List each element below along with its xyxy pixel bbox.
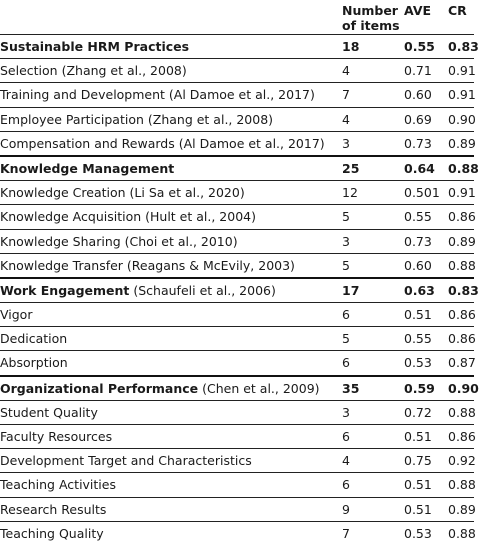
ave-cell: 0.60 <box>404 257 432 273</box>
number-of-items-cell: 3 <box>342 233 350 249</box>
construct-name <box>0 132 325 155</box>
number-of-items-cell: 7 <box>342 525 350 541</box>
table-row <box>0 107 474 131</box>
number-of-items-cell: 5 <box>342 209 350 225</box>
cr-cell: 0.88 <box>448 160 479 176</box>
table-row <box>0 424 474 448</box>
table-row <box>0 521 474 545</box>
table-row <box>0 400 474 424</box>
table-group-row <box>0 34 479 58</box>
ave-cell: 0.51 <box>404 429 432 444</box>
ave-cell: 0.73 <box>404 233 432 249</box>
construct-label: Knowledge Sharing (Choi et al., 2010) <box>0 233 238 249</box>
construct-label: Absorption <box>0 355 68 371</box>
number-of-items-cell: 6 <box>342 307 350 323</box>
ave-cell: 0.69 <box>404 111 432 127</box>
number-of-items-cell: 3 <box>342 404 350 420</box>
construct-name <box>0 327 67 350</box>
number-of-items-cell: 6 <box>342 477 350 493</box>
construct-label: Knowledge Transfer (Reagans & McEvily, 2003) <box>0 257 295 273</box>
table-row <box>0 302 474 326</box>
cr-cell: 0.83 <box>448 282 479 298</box>
number-of-items-cell: 9 <box>342 501 350 517</box>
table-row <box>0 229 474 253</box>
cr-cell: 0.83 <box>448 39 479 54</box>
construct-label: Employee Participation (Zhang et al., 2008) <box>0 111 274 127</box>
cr-cell: 0.88 <box>448 525 476 541</box>
ave-cell: 0.53 <box>404 355 432 371</box>
ave-cell: 0.64 <box>404 160 435 176</box>
cr-cell: 0.92 <box>448 453 476 469</box>
header-ave: AVE <box>404 3 432 18</box>
ave-cell: 0.60 <box>404 87 432 103</box>
construct-name <box>0 35 189 58</box>
table-row <box>0 204 474 228</box>
number-of-items-cell: 3 <box>342 135 350 151</box>
construct-name <box>0 83 315 106</box>
cr-cell: 0.86 <box>448 209 476 225</box>
ave-cell: 0.72 <box>404 404 432 420</box>
construct-label: Student Quality <box>0 404 98 420</box>
number-of-items-cell: 17 <box>342 282 360 298</box>
table-row <box>0 472 474 496</box>
construct-label: Teaching Activities <box>0 477 116 493</box>
construct-label: Work Engagement <box>0 282 130 298</box>
number-of-items-cell: 35 <box>342 380 360 396</box>
ave-cell: 0.51 <box>404 307 432 323</box>
construct-name <box>0 157 174 180</box>
construct-name <box>0 303 32 326</box>
cr-cell: 0.90 <box>448 380 479 396</box>
construct-label: Knowledge Acquisition (Hult et al., 2004) <box>0 209 256 225</box>
construct-name <box>0 522 104 545</box>
table-body <box>0 34 479 545</box>
construct-label: Sustainable HRM Practices <box>0 39 190 54</box>
table-row <box>0 58 474 82</box>
ave-cell: 0.51 <box>404 477 432 493</box>
table-group-row <box>0 277 479 302</box>
construct-name <box>0 254 295 277</box>
cr-cell: 0.91 <box>448 63 476 79</box>
cr-cell: 0.88 <box>448 404 476 420</box>
table-header <box>0 0 474 34</box>
construct-label: Faculty Resources <box>0 429 113 444</box>
table-row <box>0 180 474 204</box>
construct-name <box>0 108 273 131</box>
ave-cell: 0.51 <box>404 501 432 517</box>
cr-cell: 0.86 <box>448 429 476 444</box>
cr-cell: 0.88 <box>448 257 476 273</box>
construct-name <box>0 279 276 302</box>
construct-label: Development Target and Characteristics <box>0 453 252 469</box>
header-number-of-items: Number of items <box>342 3 400 33</box>
table-group-row <box>0 155 479 180</box>
construct-name <box>0 181 245 204</box>
construct-citation: (Schaufeli et al., 2006) <box>129 282 276 298</box>
number-of-items-cell: 5 <box>342 331 350 347</box>
construct-label: Knowledge Management <box>0 160 175 176</box>
number-of-items-cell: 7 <box>342 87 350 103</box>
cr-cell: 0.87 <box>448 355 476 371</box>
number-of-items-cell: 4 <box>342 453 350 469</box>
number-of-items-cell: 5 <box>342 257 350 273</box>
construct-name <box>0 59 187 82</box>
construct-label: Organizational Performance <box>0 380 199 396</box>
construct-name <box>0 230 238 253</box>
construct-label: Research Results <box>0 501 107 517</box>
table-row <box>0 326 474 350</box>
construct-name <box>0 377 320 400</box>
table-row <box>0 82 474 106</box>
ave-cell: 0.55 <box>404 331 432 347</box>
cr-cell: 0.89 <box>448 233 476 249</box>
table-group-row <box>0 375 479 400</box>
table-row <box>0 131 474 155</box>
construct-name <box>0 205 256 228</box>
table-row <box>0 350 474 374</box>
construct-label: Knowledge Creation (Li Sa et al., 2020) <box>0 185 245 201</box>
ave-cell: 0.59 <box>404 380 435 396</box>
cr-cell: 0.89 <box>448 135 476 151</box>
cr-cell: 0.90 <box>448 111 476 127</box>
table-row <box>0 253 474 277</box>
number-of-items-cell: 4 <box>342 63 350 79</box>
construct-name <box>0 473 116 496</box>
construct-name <box>0 449 252 472</box>
construct-citation: (Chen et al., 2009) <box>198 380 320 396</box>
cr-cell: 0.91 <box>448 185 476 201</box>
number-of-items-cell: 25 <box>342 160 360 176</box>
ave-cell: 0.71 <box>404 63 432 79</box>
ave-cell: 0.53 <box>404 525 432 541</box>
construct-name <box>0 425 112 448</box>
table-row <box>0 448 474 472</box>
number-of-items-cell: 18 <box>342 39 360 54</box>
construct-label: Dedication <box>0 331 68 347</box>
construct-label: Training and Development (Al Damoe et al., 2017) <box>0 87 315 103</box>
construct-label: Compensation and Rewards (Al Damoe et al., 2017) <box>0 135 325 151</box>
number-of-items-cell: 6 <box>342 429 350 444</box>
ave-cell: 0.75 <box>404 453 432 469</box>
number-of-items-cell: 4 <box>342 111 350 127</box>
construct-label: Teaching Quality <box>0 525 104 541</box>
construct-label: Vigor <box>0 307 33 323</box>
ave-cell: 0.55 <box>404 209 432 225</box>
table-row <box>0 497 474 521</box>
construct-name <box>0 498 106 521</box>
cr-cell: 0.89 <box>448 501 476 517</box>
number-of-items-cell: 12 <box>342 185 358 201</box>
cr-cell: 0.91 <box>448 87 476 103</box>
cr-cell: 0.86 <box>448 307 476 323</box>
construct-name <box>0 401 98 424</box>
ave-cell: 0.501 <box>404 185 440 201</box>
cr-cell: 0.88 <box>448 477 476 493</box>
ave-cell: 0.63 <box>404 282 435 298</box>
construct-name <box>0 351 68 374</box>
number-of-items-cell: 6 <box>342 355 350 371</box>
header-cr: CR <box>448 3 467 18</box>
ave-cell: 0.73 <box>404 135 432 151</box>
cr-cell: 0.86 <box>448 331 476 347</box>
ave-cell: 0.55 <box>404 39 435 54</box>
construct-label: Selection (Zhang et al., 2008) <box>0 63 187 79</box>
